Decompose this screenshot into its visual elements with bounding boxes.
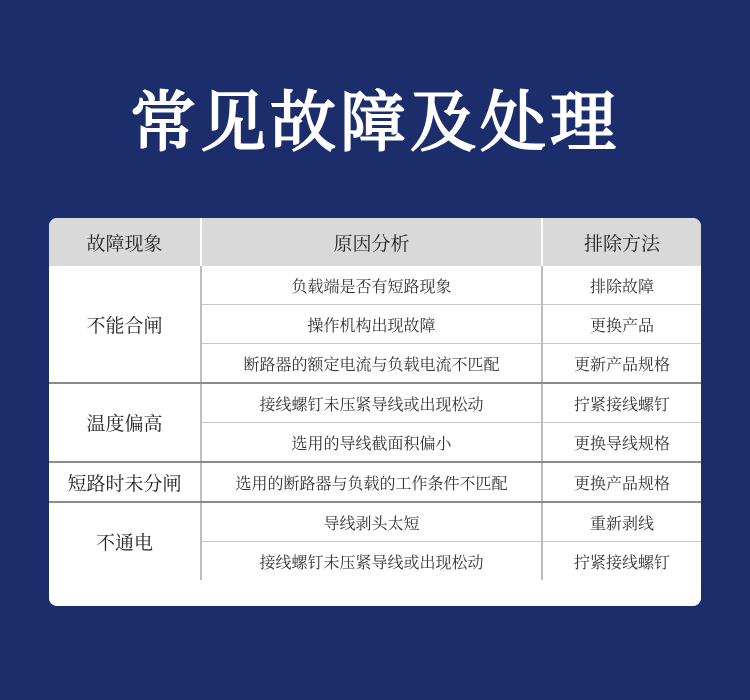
fix-cell: 拧紧接线螺钉 [542,383,701,423]
fix-cell: 拧紧接线螺钉 [573,552,670,572]
fix-cell: 排除故障 [542,266,701,305]
cause-cell: 接线螺钉未压紧导线或出现松动 [201,542,542,581]
table-row [49,383,701,423]
header-fix: 排除方法 [542,218,701,266]
cause-cell: 断路器的额定电流与负载电流不匹配 [201,344,542,384]
fix-cell: 更新产品规格 [542,344,701,384]
cause-cell: 接线螺钉未压紧导线或出现松动 [201,383,542,423]
fix-cell: 更换产品 [542,305,701,344]
cause-cell: 操作机构出现故障 [201,305,542,344]
fix-cell: 更换导线规格 [542,423,701,463]
header-symptom: 故障现象 [49,218,201,266]
table-row [49,462,701,502]
cause-cell: 导线剥头太短 [201,502,542,542]
cause-cell: 选用的导线截面积偏小 [201,423,542,463]
table-row [49,266,701,305]
table-row [49,502,701,542]
fault-table-card [49,218,701,606]
page-title: 常见故障及处理 [130,84,620,161]
symptom-cell: 短路时未分闸 [49,462,201,502]
fix-cell: 重新剥线 [542,502,701,542]
fix-cell: 更换产品规格 [542,462,701,502]
cause-cell: 选用的断路器与负载的工作条件不匹配 [201,462,542,502]
fault-table [49,218,701,580]
symptom-cell: 温度偏高 [49,383,201,462]
cause-cell: 负载端是否有短路现象 [201,266,542,305]
symptom-cell: 不能合闸 [49,266,201,383]
symptom-cell: 不通电 [49,502,201,580]
header-cause: 原因分析 [201,218,542,266]
table-header-row [49,218,701,266]
